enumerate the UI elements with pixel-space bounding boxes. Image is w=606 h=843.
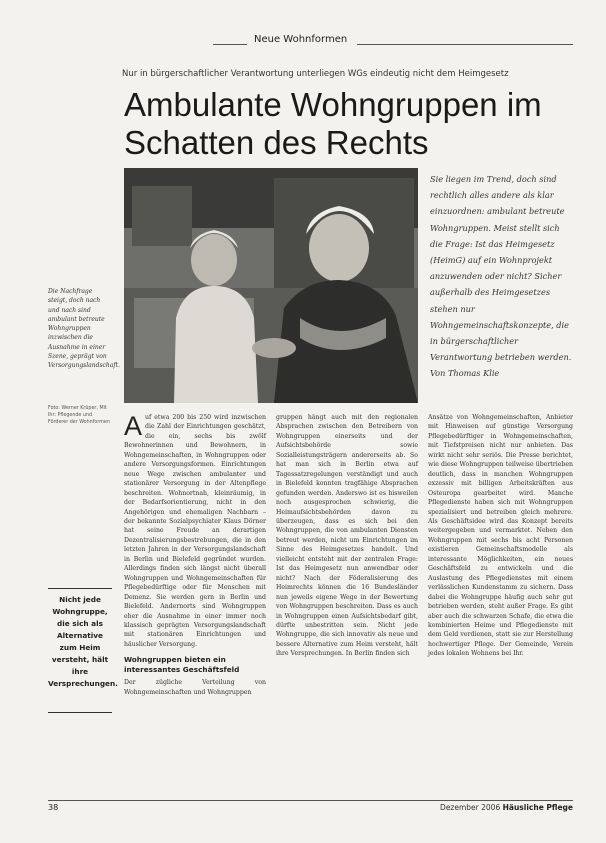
pull-quote: Nicht jede Wohngruppe, die sich als Alternative zum Heim versteht, hält ihre Versprechungen. xyxy=(48,595,118,688)
pull-quote-rule-bottom xyxy=(48,712,112,713)
drop-cap: A xyxy=(124,411,143,441)
footer-issue xyxy=(440,803,573,812)
page-number: 38 xyxy=(48,803,59,812)
photo-credit: Foto: Werner Krüper, Mit Ihr: Pflegende und Förderer der Wohnformen xyxy=(48,406,110,425)
magazine-name: Häusliche Pflege xyxy=(502,803,573,812)
article-intro xyxy=(430,171,572,382)
body-column-1 xyxy=(124,413,266,697)
pull-quote-rule-top xyxy=(48,588,112,589)
body-paragraph-2: Der zügliche Verteilung von Wohngemeinschaften und Wohngruppen xyxy=(124,679,266,696)
article-title-line-2: Schatten des Rechts xyxy=(124,124,429,161)
article-author: Von Thomas Klie xyxy=(430,368,500,379)
article-title-line-1: Ambulante Wohngruppen im xyxy=(124,86,542,123)
body-column-2 xyxy=(276,413,418,659)
photo-illustration xyxy=(124,168,418,403)
section-label: Neue Wohnformen xyxy=(254,34,348,45)
section-subhead: Wohngruppen bieten ein interessantes Geschäftsfeld xyxy=(124,655,240,675)
article-photo xyxy=(124,168,418,403)
article-kicker: Nur in bürgerschaftlicher Verantwortung unterliegen WGs eindeutig nicht dem Heimgesetz xyxy=(122,69,509,79)
photo-caption: Die Nachfrage steigt, doch nach und nach sind ambulant betreute Wohngruppen inzwischen die Ausnahme in einer Szene, geprägt von Versorgungslandschaft. xyxy=(48,288,120,370)
body-paragraph-3: gruppen hängt auch mit den regionalen Absprachen zwischen den Betreibern von Wohngruppen einerseits und der Aufsichtsbehörde sowie Sozialleistungsträgern andererseits ab. So hat man sich in Berlin etwa auf Tagessatzregelungen verständigt und auch in Bielefeld konnten tragfähige Absprachen gefunden werden. Anderswo ist es bisweilen noch ausgesprochen schwierig, die Heimaufsichtsbehörden davon zu überzeugen, dass es sich bei den Wohngruppen, die von ambulanten Diensten betreut werden, nicht um Einrichtungen im Sinne des Heimgesetzes handelt. Und vielleicht entsteht mit der zentralen Frage: Ist das Heimgesetz nun anwendbar oder nicht? Nach der Föderalisierung des Heimrechts können die 16 Bundesländer nun jeweils eigene Wege in der Bewertung von Wohngruppen beschreiten. Dass es auch in Wohngruppen einen Aufsichtsbedarf gibt, dürfte unbestritten sein. Nicht jede Wohngruppe, die sich innovativ als neue und bessere Alternative zum Heim versteht, hält ihre Versprechungen. In Berlin finden sich xyxy=(276,414,418,658)
body-paragraph-1: uf etwa 200 bis 250 wird inzwischen die Zahl der Einrichtungen geschätzt, die ein, sechs bis zwölf Bewohnerinnen und Bewohnern, in Wohngemeinschaften, in Wohngruppen oder andere Versorgungsformen. Einrichtungen neue Wege zwischen ambulanter und stationärer Versorgung in der Altenpflege beschreiten. Wohnortnah, kleinräumig, in der Bedarfsorientierung, nicht in den Angehörigen und ehemaligen Nachbarn – der bekannte Sozialpsychiater Klaus Dörner hat seine Freude an derartigen Dezentralisierungsbestrebungen, die in den letzten Jahren in der Versorgungslandschaft in Berlin und Bielefeld gegründet wurden. Allerdings finden sich längst nicht überall Wohngruppen und Wohngemeinschaften für Pflegebedürftige oder für Menschen mit Demenz. Sie werden gern in Berlin und Bielefeld. Andernorts sind Wohngruppen eher die Ausnahme in einer immer noch klassisch geprägten Versorgungslandschaft mit stationären Einrichtungen und häuslicher Versorgung. xyxy=(124,414,266,648)
issue-date: Dezember 2006 xyxy=(440,803,501,812)
header-rule-left xyxy=(213,44,247,45)
header-rule-right xyxy=(357,44,573,45)
intro-text: Sie liegen im Trend, doch sind rechtlich alles andere als klar einzuordnen: ambulant betreute Wohngruppen. Meist stellt sich die Frage: Ist das Heimgesetz (HeimG) auf ein Wohnprojekt anzuwenden oder nicht? Sicher außerhalb des Heimgesetzes stehen nur Wohngemeinschaftskonzepte, die in bürgerschaftlicher Verantwortung betrieben werden. xyxy=(430,174,572,363)
body-paragraph-4: Ansätze von Wohngemeinschaften, Anbieter mit Hinweisen auf günstige Versorgung Pflegebedürftiger in Wohngemeinschaften, mit Tiefstpreisen nicht nur anbieten. Das wirkt nicht sehr seriös. Die Presse berichtet, wie diese Wohngruppen teilweise übertrieben deutlich, dass in manchen Wohngruppen exzessiv mit billigen Arbeitskräften aus Osteuropa gearbeitet wird. Manche Pflegedienste haben sich mit Wohngruppen spezialisiert und betreiben gleich mehrere. Als Geschäftsidee wird das Konzept bereits weitergegeben und vermarktet. Neben den Wohngruppen mit sechs bis acht Personen existieren Gemeinschaftsmodelle als interessante Möglichkeiten, ein neues Geschäftsfeld zu entwickeln und die Auslastung des Pflegedienstes mit einem verlässlichen Kundenstamm zu sichern. Dass dabei die Wohngruppe häufig auch sehr gut betrieben werden, steht außer Frage. Es gibt aber auch die schwarzen Schafe, die etwa die kombinierten Heime und Pflegedienste mit dem Geld verdienen, statt sie zur Herstellung hochwertiger Pflege. Der Gemeinde, Verein jedes lokalen Wohnens bei Ihr. xyxy=(428,414,573,658)
footer-rule xyxy=(48,800,573,801)
article-title xyxy=(124,86,574,162)
body-column-3 xyxy=(428,413,573,659)
